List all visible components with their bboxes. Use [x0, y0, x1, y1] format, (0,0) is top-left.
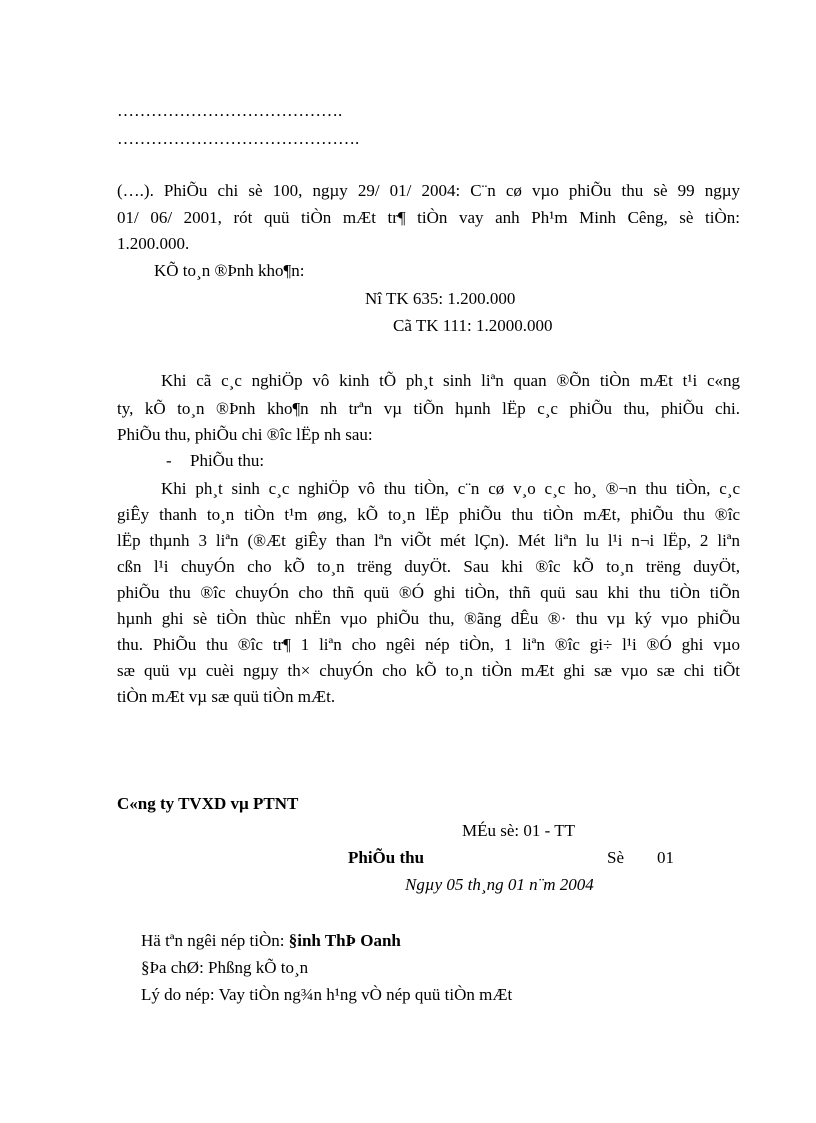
credit-entry: Cã TK 111: 1.2000.000 — [393, 316, 553, 335]
para-line-6: hµnh ghi sè tiÒn thùc nhËn vµo phiÕu thu, ®ãng dÊu ®· thu vµ ký vµo phiÕu — [117, 609, 740, 628]
entry-line-1: (….). PhiÕu chi sè 100, ngµy 29/ 01/ 2004: C¨n cø vµo phiÕu thu sè 99 ngµy — [117, 181, 740, 200]
receipt-title: PhiÕu thu — [348, 848, 425, 867]
bullet-dash: - — [166, 451, 172, 470]
para-line-2: giÊy thanh to¸n tiÒn t¹m øng, kÕ to¸n lËp phiÕu thu tiÒn mÆt, phiÕu thu ®îc — [117, 505, 740, 524]
payment-reason: Lý do nép: Vay tiÒn ng¾n h¹ng vÒ nép quü tiÒn mÆt — [141, 985, 513, 1004]
receipt-number-label: Sè — [607, 848, 624, 867]
entry-line-3: 1.200.000. — [117, 234, 190, 253]
para-line-9: tiÒn mÆt vµ sæ quü tiÒn mÆt. — [117, 687, 336, 706]
dotted-line-1: …………………………………. — [117, 101, 343, 120]
company-name: C«ng ty TVXD vµ PTNT — [117, 794, 299, 813]
entry-line-2: 01/ 06/ 2001, rót quü tiÒn mÆt tr¶ tiÒn vay anh Ph¹m Minh Cêng, sè tiÒn: — [117, 208, 740, 227]
payer-label: Hä tªn ngêi nép tiÒn: — [141, 931, 285, 950]
bullet-label: PhiÕu thu: — [190, 451, 265, 470]
intro-line-1: Khi cã c¸c nghiÖp vô kinh tÕ ph¸t sinh liªn quan ®Õn tiÒn mÆt t¹i c«ng — [161, 371, 740, 390]
payer-name: §inh ThÞ Oanh — [288, 931, 401, 950]
para-line-7: thu. PhiÕu thu ®îc tr¶ 1 liªn cho ngêi nép tiÒn, 1 liªn ®îc gi÷ l¹i ®Ó ghi vµo — [117, 635, 740, 654]
form-number: MÉu sè: 01 - TT — [462, 821, 576, 840]
debit-entry: Nî TK 635: 1.200.000 — [365, 289, 516, 308]
intro-line-2: ty, kÕ to¸n ®Þnh kho¶n nh trªn vµ tiÕn hµnh lËp c¸c phiÕu thu, phiÕu chi. — [117, 399, 740, 418]
payer-address: §Þa chØ: Phßng kÕ to¸n — [141, 958, 309, 977]
accounting-label: KÕ to¸n ®Þnh kho¶n: — [154, 261, 305, 280]
payer-row — [141, 930, 401, 952]
para-line-4: cßn l¹i chuyÓn cho kÕ to¸n trëng duyÖt. Sau khi ®îc kÕ to¸n trëng duyÖt, — [117, 557, 740, 576]
para-line-1: Khi ph¸t sinh c¸c nghiÖp vô thu tiÒn, c¨n cø v¸o c¸c ho¸ ®¬n thu tiÒn, c¸c — [161, 479, 740, 498]
para-line-3: lËp thµnh 3 liªn (®Æt giÊy than lªn viÕt mét lÇn). Mét liªn lu l¹i n¬i lËp, 2 liªn — [117, 531, 740, 550]
receipt-date: Ngµy 05 th¸ng 01 n¨m 2004 — [405, 875, 594, 894]
para-line-5: phiÕu thu ®îc chuyÓn cho thñ quü ®Ó ghi tiÒn, thñ quü sau khi thu tiÒn tiÕn — [117, 583, 740, 602]
dotted-line-2: ……………………………………. — [117, 129, 360, 148]
receipt-number-value: 01 — [657, 848, 674, 867]
para-line-8: sæ quü vµ cuèi ngµy th× chuyÓn cho kÕ to¸n tiÒn mÆt ghi sæ vµo sæ chi tiÕt — [117, 661, 740, 680]
intro-line-3: PhiÕu thu, phiÕu chi ®îc lËp nh sau: — [117, 425, 373, 444]
